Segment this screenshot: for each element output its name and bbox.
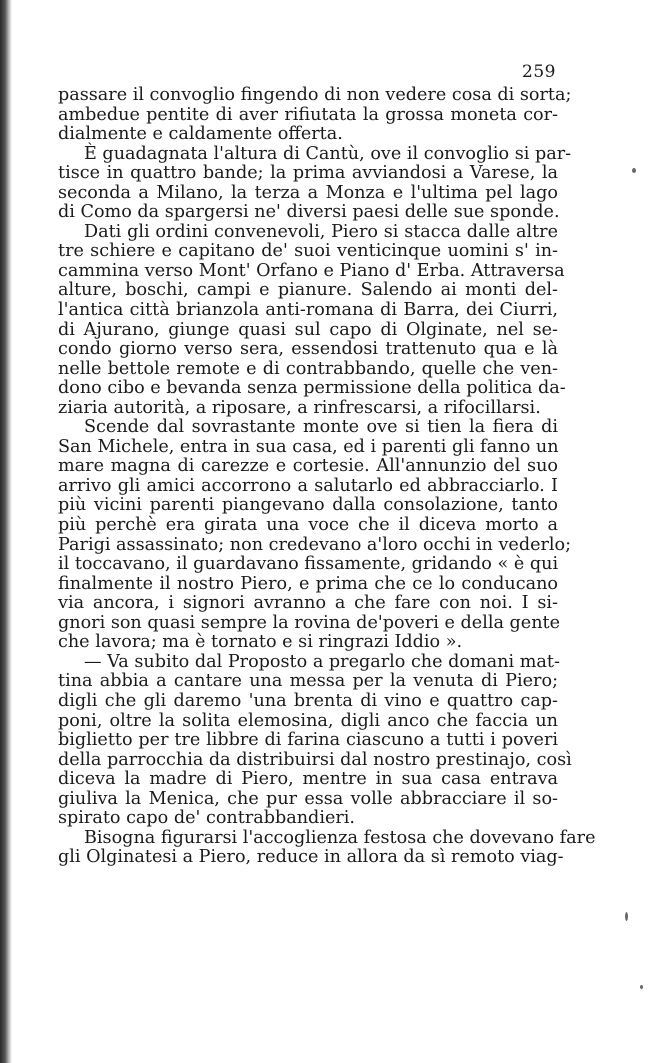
ink-speck — [640, 985, 643, 989]
text-line: diceva la madre di Piero, mentre in sua casa entrava — [58, 769, 558, 790]
page-number: 259 — [522, 62, 556, 82]
text-line: gli Olginatesi a Piero, reduce in allora da sì remoto viag- — [58, 847, 564, 868]
text-line: della parrocchia da distribuirsi dal nostro prestinajo, così — [58, 749, 572, 770]
text-line: Parigi assassinato; non credevano a'loro occhi in vederlo; — [58, 534, 572, 555]
text-line: dono cibo e bevanda senza permissione della politica da- — [58, 378, 566, 399]
text-line: — Va subito dal Proposto a pregarlo che domani mat- — [84, 651, 560, 672]
text-line: Scende dal sovrastante monte ove si tien la fiera di — [84, 417, 558, 438]
text-line: più perchè era girata una voce che il diceva morto a — [58, 515, 558, 536]
text-line: Bisogna figurarsi l'accoglienza festosa che dovevano fare — [84, 827, 596, 848]
text-line: di Ajurano, giunge quasi sul capo di Olginate, nel se- — [58, 319, 558, 340]
text-line: finalmente il nostro Piero, e prima che ce lo conducano — [58, 573, 558, 594]
text-line: dialmente e caldamente offerta. — [58, 124, 343, 145]
text-line: gnori son quasi sempre la rovina de'poveri e della gente — [58, 612, 561, 633]
text-line: tisce in quattro bande; la prima avviandosi a Varese, la — [58, 163, 558, 184]
text-line: tre schiere e capitano de' suoi venticinque uomini s' in- — [58, 241, 558, 262]
text-line: nelle bettole remote e di contrabbando, quelle che ven- — [58, 358, 558, 379]
text-line: digli che gli daremo 'una brenta di vino e quattro cap- — [58, 690, 558, 711]
text-line: spirato capo de' contrabbandieri. — [58, 808, 355, 829]
text-line: È guadagnata l'altura di Cantù, ove il convoglio si par- — [84, 143, 572, 164]
text-line: Dati gli ordini convenevoli, Piero si stacca dalle altre — [84, 221, 558, 242]
text-line: via ancora, i signori avranno a che fare con noi. I si- — [58, 593, 558, 614]
text-line: di Como da spargersi ne' diversi paesi delle sue sponde. — [58, 202, 560, 223]
ink-speck — [632, 168, 636, 173]
text-line: che lavora; ma è tornato e si ringrazi Iddio ». — [58, 632, 463, 653]
text-line: giuliva la Menica, che pur essa volle abbracciare il so- — [58, 788, 558, 809]
text-line: tina abbia a cantare una messa per la venuta di Piero; — [58, 671, 558, 692]
text-line: l'antica città brianzola anti-romana di Barra, dei Ciurri, — [58, 300, 558, 321]
text-line: San Michele, entra in sua casa, ed i parenti gli fanno un — [58, 436, 559, 457]
text-line: condo giorno verso sera, essendosi trattenuto qua e là — [58, 339, 558, 360]
text-line: cammina verso Mont' Orfano e Piano d' Erba. Attraversa — [58, 260, 565, 281]
ink-speck — [625, 912, 628, 921]
text-line: biglietto per tre libbre di farina ciascuno a tutti i poveri — [58, 730, 558, 751]
text-line: più vicini parenti piangevano dalla consolazione, tanto — [58, 495, 558, 516]
text-line: ambedue pentite di aver rifiutata la grossa moneta cor- — [58, 104, 558, 125]
page-text — [58, 85, 596, 868]
text-line: passare il convoglio fingendo di non vedere cosa di sorta; — [58, 85, 572, 105]
text-line: seconda a Milano, la terza a Monza e l'ultima pel lago — [58, 182, 558, 203]
text-line: mare magna di carezze e cortesie. All'annunzio del suo — [58, 456, 558, 477]
text-line: il toccavano, il guardavano fissamente, gridando « è qui — [58, 554, 559, 575]
text-line: poni, oltre la solita elemosina, digli anco che faccia un — [58, 710, 558, 731]
text-line: alture, boschi, campi e pianure. Salendo ai monti del- — [58, 280, 558, 301]
page-binding-edge — [0, 0, 12, 1063]
text-line: arrivo gli amici accorrono a salutarlo ed abbracciarlo. I — [58, 475, 558, 496]
text-line: ziaria autorità, a riposare, a rinfrescarsi, a rifocillarsi. — [58, 397, 541, 418]
